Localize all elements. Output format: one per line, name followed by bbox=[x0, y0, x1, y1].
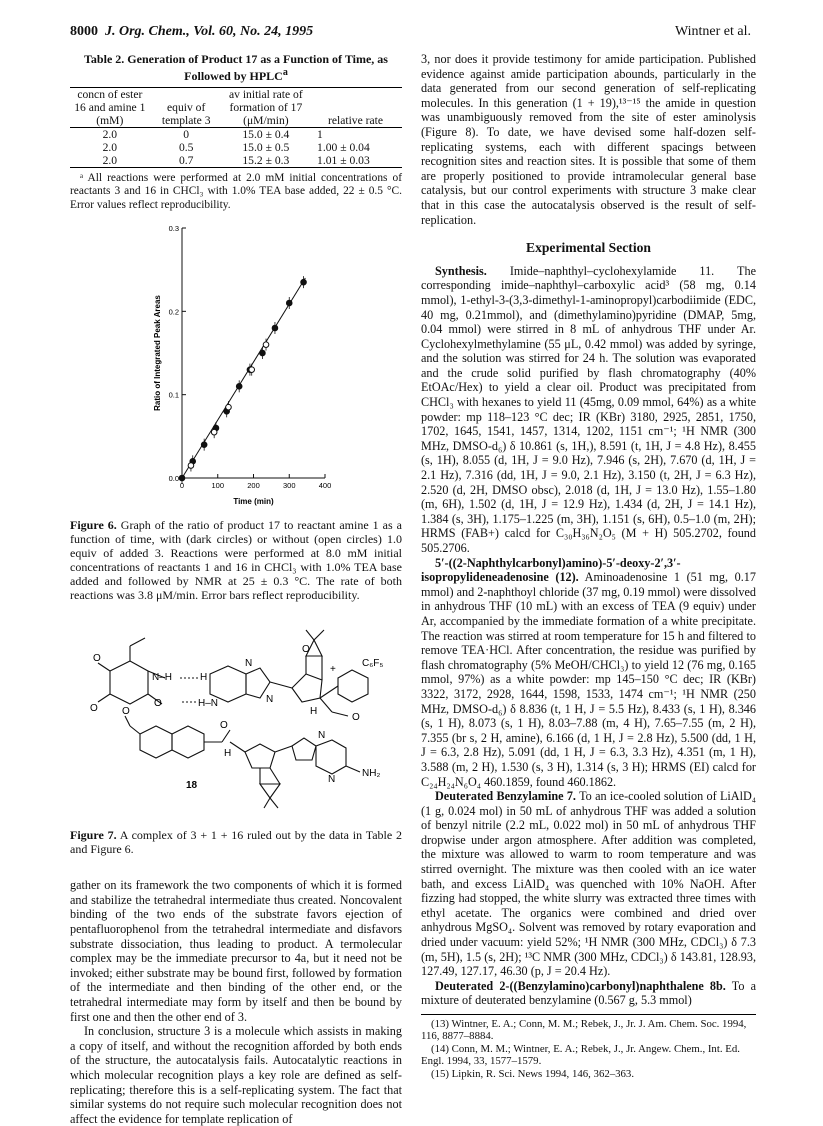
structure-atom-label: H bbox=[224, 748, 232, 760]
table2-col-relrate: relative rate bbox=[309, 88, 402, 128]
data-point bbox=[211, 430, 217, 436]
structure-plus: + bbox=[330, 664, 336, 676]
table2-col-equiv: equiv of template 3 bbox=[150, 88, 223, 128]
table2-col-rate: av initial rate of formation of 17 (μM/min) bbox=[223, 88, 309, 128]
data-point bbox=[263, 342, 269, 348]
structure-atom-label: N bbox=[318, 730, 326, 742]
page-number: 8000 J. Org. Chem., Vol. 60, No. 24, 1995 bbox=[70, 24, 314, 39]
structure-atom-label: H bbox=[200, 672, 208, 684]
structure-atom-label: O bbox=[302, 644, 310, 656]
structure-atom-label: O bbox=[220, 720, 228, 732]
fit-line bbox=[182, 278, 305, 478]
data-point bbox=[286, 300, 292, 306]
experimental-paragraph: Synthesis. Imide–naphthyl–cyclohexylamide 11. The corresponding imide–naphthyl–carboxylic acid³ (58 mg, 0.14 mmol), 1-ethyl-3-(3,3-dimethyl-1-aminopropyl)carbodiimide (EDC, 40 mg, 0.21mmol), and (dimethylamino)pyridine (DMAP, 5mg, 0.04 mmol) were stirred in 8 mL of anhydrous THF under Ar. Cyclohexylmethylamine (55 μL, 0.42 mmol) was added by syringe, and the solution was stirred for 24 h. The solution was evaporated and the crude solid purified by flash chromatography (40% EtOAc/Hex) to yield a clear oil. Product was precipitated from CHCl₃ with hexanes to yield 11 (45mg, 0.09 mmol, 64%) as a white powder: mp 118–123 °C dec; IR (KBr) 3180, 2925, 2851, 1750, 1702, 1645, 1541, 1457, 1314, 1202, 1151 cm⁻¹; ¹H NMR (300 MHz, DMSO-d₆) δ 10.861 (s, 1H,), 8.591 (t, 1H, J = 4.8 Hz), 8.455 (s, 1H), 8.055 (d, 1H, J = 9.0 Hz), 7.946 (s, 2H), 7.670 (d, 1H, J = 2.1 Hz), 7.316 (dd, 1H, J = 9.0, 2.1 Hz), 3.150 (t, 2H, J = 6.3 Hz), 2.520 (d, 2H, DMSO obsc), 2.018 (d, 1H, J = 13.0 Hz), 1.55–1.80 (m, 6H), 1.502 (d, 1H, J = 12.9 Hz), 1.434 (d, 2H, J = 14.1 Hz), 1.384 (s, 3H), 1.175–1.225 (m, 3H), 1.151 (s, 6H), 0.5–1.0 (m, 2H); HRMS (FAB+) calcd for C₃₀H₃₆N₂O₅ (M + H) 505.2702, found 505.2706. bbox=[421, 263, 756, 555]
structure-atom-label: N bbox=[328, 774, 336, 786]
data-point bbox=[201, 442, 207, 448]
reference-item: (15) Lipkin, R. Sci. News 1994, 146, 362–363. bbox=[431, 1067, 635, 1080]
structure-atom-label: O bbox=[90, 703, 98, 715]
data-point bbox=[301, 280, 307, 286]
structure-atom-label: O bbox=[122, 706, 130, 718]
structure-atom-label: N bbox=[245, 658, 253, 670]
x-axis-label: Time (min) bbox=[233, 497, 274, 507]
reference-item: (14) Conn, M. M.; Wintner, E. A.; Rebek, J., Jr. Angew. Chem., Int. Ed. Engl. 1994, 33, 1577–1579. bbox=[421, 1042, 740, 1068]
complex-structure-drawing bbox=[70, 616, 402, 816]
data-point bbox=[260, 350, 266, 356]
table-row: 2.0 0.7 15.2 ± 0.3 1.01 ± 0.03 bbox=[70, 154, 402, 168]
data-point bbox=[249, 367, 255, 373]
data-point bbox=[179, 475, 185, 481]
body-paragraph: In conclusion, structure 3 is a molecule which assists in making a copy of itself, and without the recognition afforded by both ends of the structure, the autocatalysis fails. Autocatalytic reactions in which molecular recognition plays a key role are defined as self-replicating; therefore this is a self-replicating system. The fact that similar systems do not require such molecular recognition does not affect the evidence for template replication of bbox=[70, 1024, 402, 1126]
table2-col-concn: concn of ester 16 and amine 1 (mM) bbox=[70, 88, 150, 128]
y-tick-label: 0.2 bbox=[168, 307, 179, 317]
table-row: 2.0 0.5 15.0 ± 0.5 1.00 ± 0.04 bbox=[102, 141, 370, 154]
y-tick-label: 0.3 bbox=[168, 224, 179, 234]
figure6-chart bbox=[70, 218, 402, 518]
table2 bbox=[70, 87, 402, 168]
y-tick-label: 0.1 bbox=[168, 390, 179, 400]
structure-atom-label: H–N bbox=[198, 698, 219, 710]
data-point bbox=[188, 463, 194, 469]
y-axis-label: Ratio of Integrated Peak Areas bbox=[153, 295, 162, 412]
structure-c6f5-label: C₆F₅ bbox=[362, 658, 384, 670]
structure-atom-label: N bbox=[266, 694, 274, 706]
compound-number: 18 bbox=[186, 780, 198, 792]
data-point bbox=[272, 325, 278, 331]
structure-atom-label: N–H bbox=[152, 672, 173, 684]
section-heading: Experimental Section bbox=[526, 240, 651, 256]
body-paragraph: gather on its framework the two components of which it is formed and stabilize the tetrahedral intermediate thus created. Noncovalent binding of the two ends of the substrate favors ejection of pentafluorophenol from the tetrahedral intermediate and disfavors substrate dissociation, thus leading to product. A termolecular complex may be the immediate precursor to 4a, but it need not be invoked; either substrate may be bound first, followed by formation of the intermediate and then binding of the other end, or the tetrahedral intermediate may form by itself and then be bound by first one and then the other end of 3. bbox=[70, 878, 402, 1024]
table-row: 2.0 0 15.0 ± 0.4 1 bbox=[102, 128, 323, 141]
references bbox=[421, 1014, 756, 1080]
figure6-caption: Figure 6. Graph of the ratio of product 17 to reactant amine 1 as a function of time, with (dark circles) or without (open circles) 1.0 equiv of added 3. Reactions were performed at 8.0 mM initial concentrations of reactants 1 and 16 in CHCl₃ with 1.0% TEA base added and followed by NMR at 25 ± 0.3 °C. The rate of both reactions was 3.8 μM/min. Error bars reflect reproducibility. bbox=[70, 518, 403, 603]
left-column bbox=[70, 52, 402, 1126]
structure-atom-label: H bbox=[310, 706, 318, 718]
data-point bbox=[236, 384, 242, 390]
body-paragraph: 3, nor does it provide testimony for amide participation. Published evidence against amide participation abounds, particularly in the data generated from our second generation of self-replicating molecules. In this generation (1 + 19),¹³⁻¹⁵ the amide in question was unambiguously removed from the site of ester aminolysis (Figure 8). To date, we have devised some half-dozen self-replicating systems, each with different spacings between recognition sites and reaction sites. It is possible that some of them are properly positioned to provide intramolecular general base catalysis, but our control experiments with structure 3 make clear that in this case the autocatalysis observed is the result of self-replication. bbox=[421, 52, 756, 227]
journal-citation: J. Org. Chem., Vol. 60, No. 24, 1995 bbox=[105, 24, 314, 39]
table2-caption: Table 2. Generation of Product 17 as a Function of Time, as Followed by HPLC$^a$ bbox=[84, 52, 388, 83]
data-point bbox=[226, 405, 232, 411]
running-authors: Wintner et al. bbox=[674, 24, 751, 39]
figure7-structure bbox=[70, 616, 402, 816]
figure6-plot bbox=[70, 218, 402, 518]
experimental-paragraph: Deuterated 2-((Benzylamino)carbonyl)naphthalene 8b. To a mixture of deuterated benzylamine (0.567 g, 5.3 mmol) bbox=[421, 978, 756, 1008]
experimental-paragraph: Deuterated Benzylamine 7. To an ice-cooled solution of LiAlD₄ (1 g, 0.024 mol) in 50 mL of anhydrous THF was added a solution of benzyl nitrile (2.2 mL, 0.022 mol) in 50 mL of anhydrous THF dropwise under argon atmosphere. After addition was completed, the mixture was allowed to warm to room temperature and was stirred overnight. The mixture was then cooled with an ice water bath, and excess LiAlD₄ was quenched with 10% NaOH. After fizzing had stopped, the white slurry was extracted three times with ethyl acetate. The organics were combined and dried over anhydrous MgSO₄. Solvent was removed by rotary evaporation and dried under vacuum: yield 52%; ¹H NMR (300 MHz, CDCl₃) δ 7.3 (m, 5H), 1.5 (s, 2H); ¹³C NMR (300 MHz, CDCl₃) δ 143.81, 128.93, 127.49, 127.17, 46.30 (p, J = 20.4 Hz). bbox=[421, 789, 757, 979]
figure7-caption: Figure 7. A complex of 3 + 1 + 16 ruled out by the data in Table 2 and Figure 6. bbox=[70, 828, 402, 857]
y-tick-label: 0.0 bbox=[168, 474, 179, 484]
x-tick-label: 300 bbox=[282, 481, 296, 491]
table2-footnote: ᵃ All reactions were performed at 2.0 mM initial concentrations of reactants 3 and 16 in CHCl₃ with 1.0% TEA base added, 22 ± 0.5 °C. Error values reflect reproducibility. bbox=[70, 172, 402, 211]
x-tick-label: 200 bbox=[247, 481, 260, 491]
structure-atom-label: O bbox=[154, 698, 162, 710]
x-tick-label: 400 bbox=[318, 481, 332, 491]
reference-item: (13) Wintner, E. A.; Conn, M. M.; Rebek, J., Jr. J. Am. Chem. Soc. 1994, 116, 8877–8884. bbox=[421, 1018, 747, 1043]
right-column bbox=[421, 52, 756, 1008]
structure-nh2-label: NH₂ bbox=[362, 768, 381, 780]
structure-atom-label: O bbox=[93, 653, 101, 665]
x-tick-label: 100 bbox=[211, 481, 225, 491]
x-tick-label: 0 bbox=[179, 481, 185, 491]
experimental-paragraph: 5′-((2-Naphthylcarbonyl)amino)-5′-deoxy-2′,3′-isopropylideneadenosine (12). Aminoadenosine 1 (51 mg, 0.17 mmol) and 2-naphthoyl chloride (37 mg, 0.19 mmol) were dissolved in anhydrous THF (10 mL) with an excess of TEA (9 equiv) under Ar, accompanied by the immediate formation of a white precipitate. The reaction was stirred at room temperature for 15 h and filtered to remove TEA·HCl. After concentration, the residue was purified by flash chromatography (5% MeOH/CHCl₃) to yield 12 (76 mg, 0.165 mmol, 97%) as a white powder: mp 145–150 °C dec; IR (KBr) 3322, 3172, 2928, 1644, 1598, 1533, 1474 cm⁻¹; ¹H NMR (250 MHz, DMSO-d₆) δ 8.836 (t, 1 H, J = 5.5 Hz), 8.433 (s, 1 H), 8.346 (s, 1 H), 8.073 (s, 1 H), 8.03–7.88 (m, 4 H), 7.65–7.55 (m, 2 H), 7.355 (br s, 2 H, amine), 6.166 (d, 1 H, J = 2.8 Hz), 5.500 (dd, 1 H, J = 6.3, 2.8 Hz), 5.091 (dd, 1 H, J = 6.3, 3.3 Hz), 4.351 (m, 1 H), 3.588 (m, 2 H), 1.530 (s, 3 H), 1.314 (s, 3 H); HRMS (EI) calcd for C₂₄H₂₄N₆O₄ 460.1859, found 460.1862. bbox=[421, 555, 756, 789]
structure-atom-label: O bbox=[352, 712, 360, 724]
